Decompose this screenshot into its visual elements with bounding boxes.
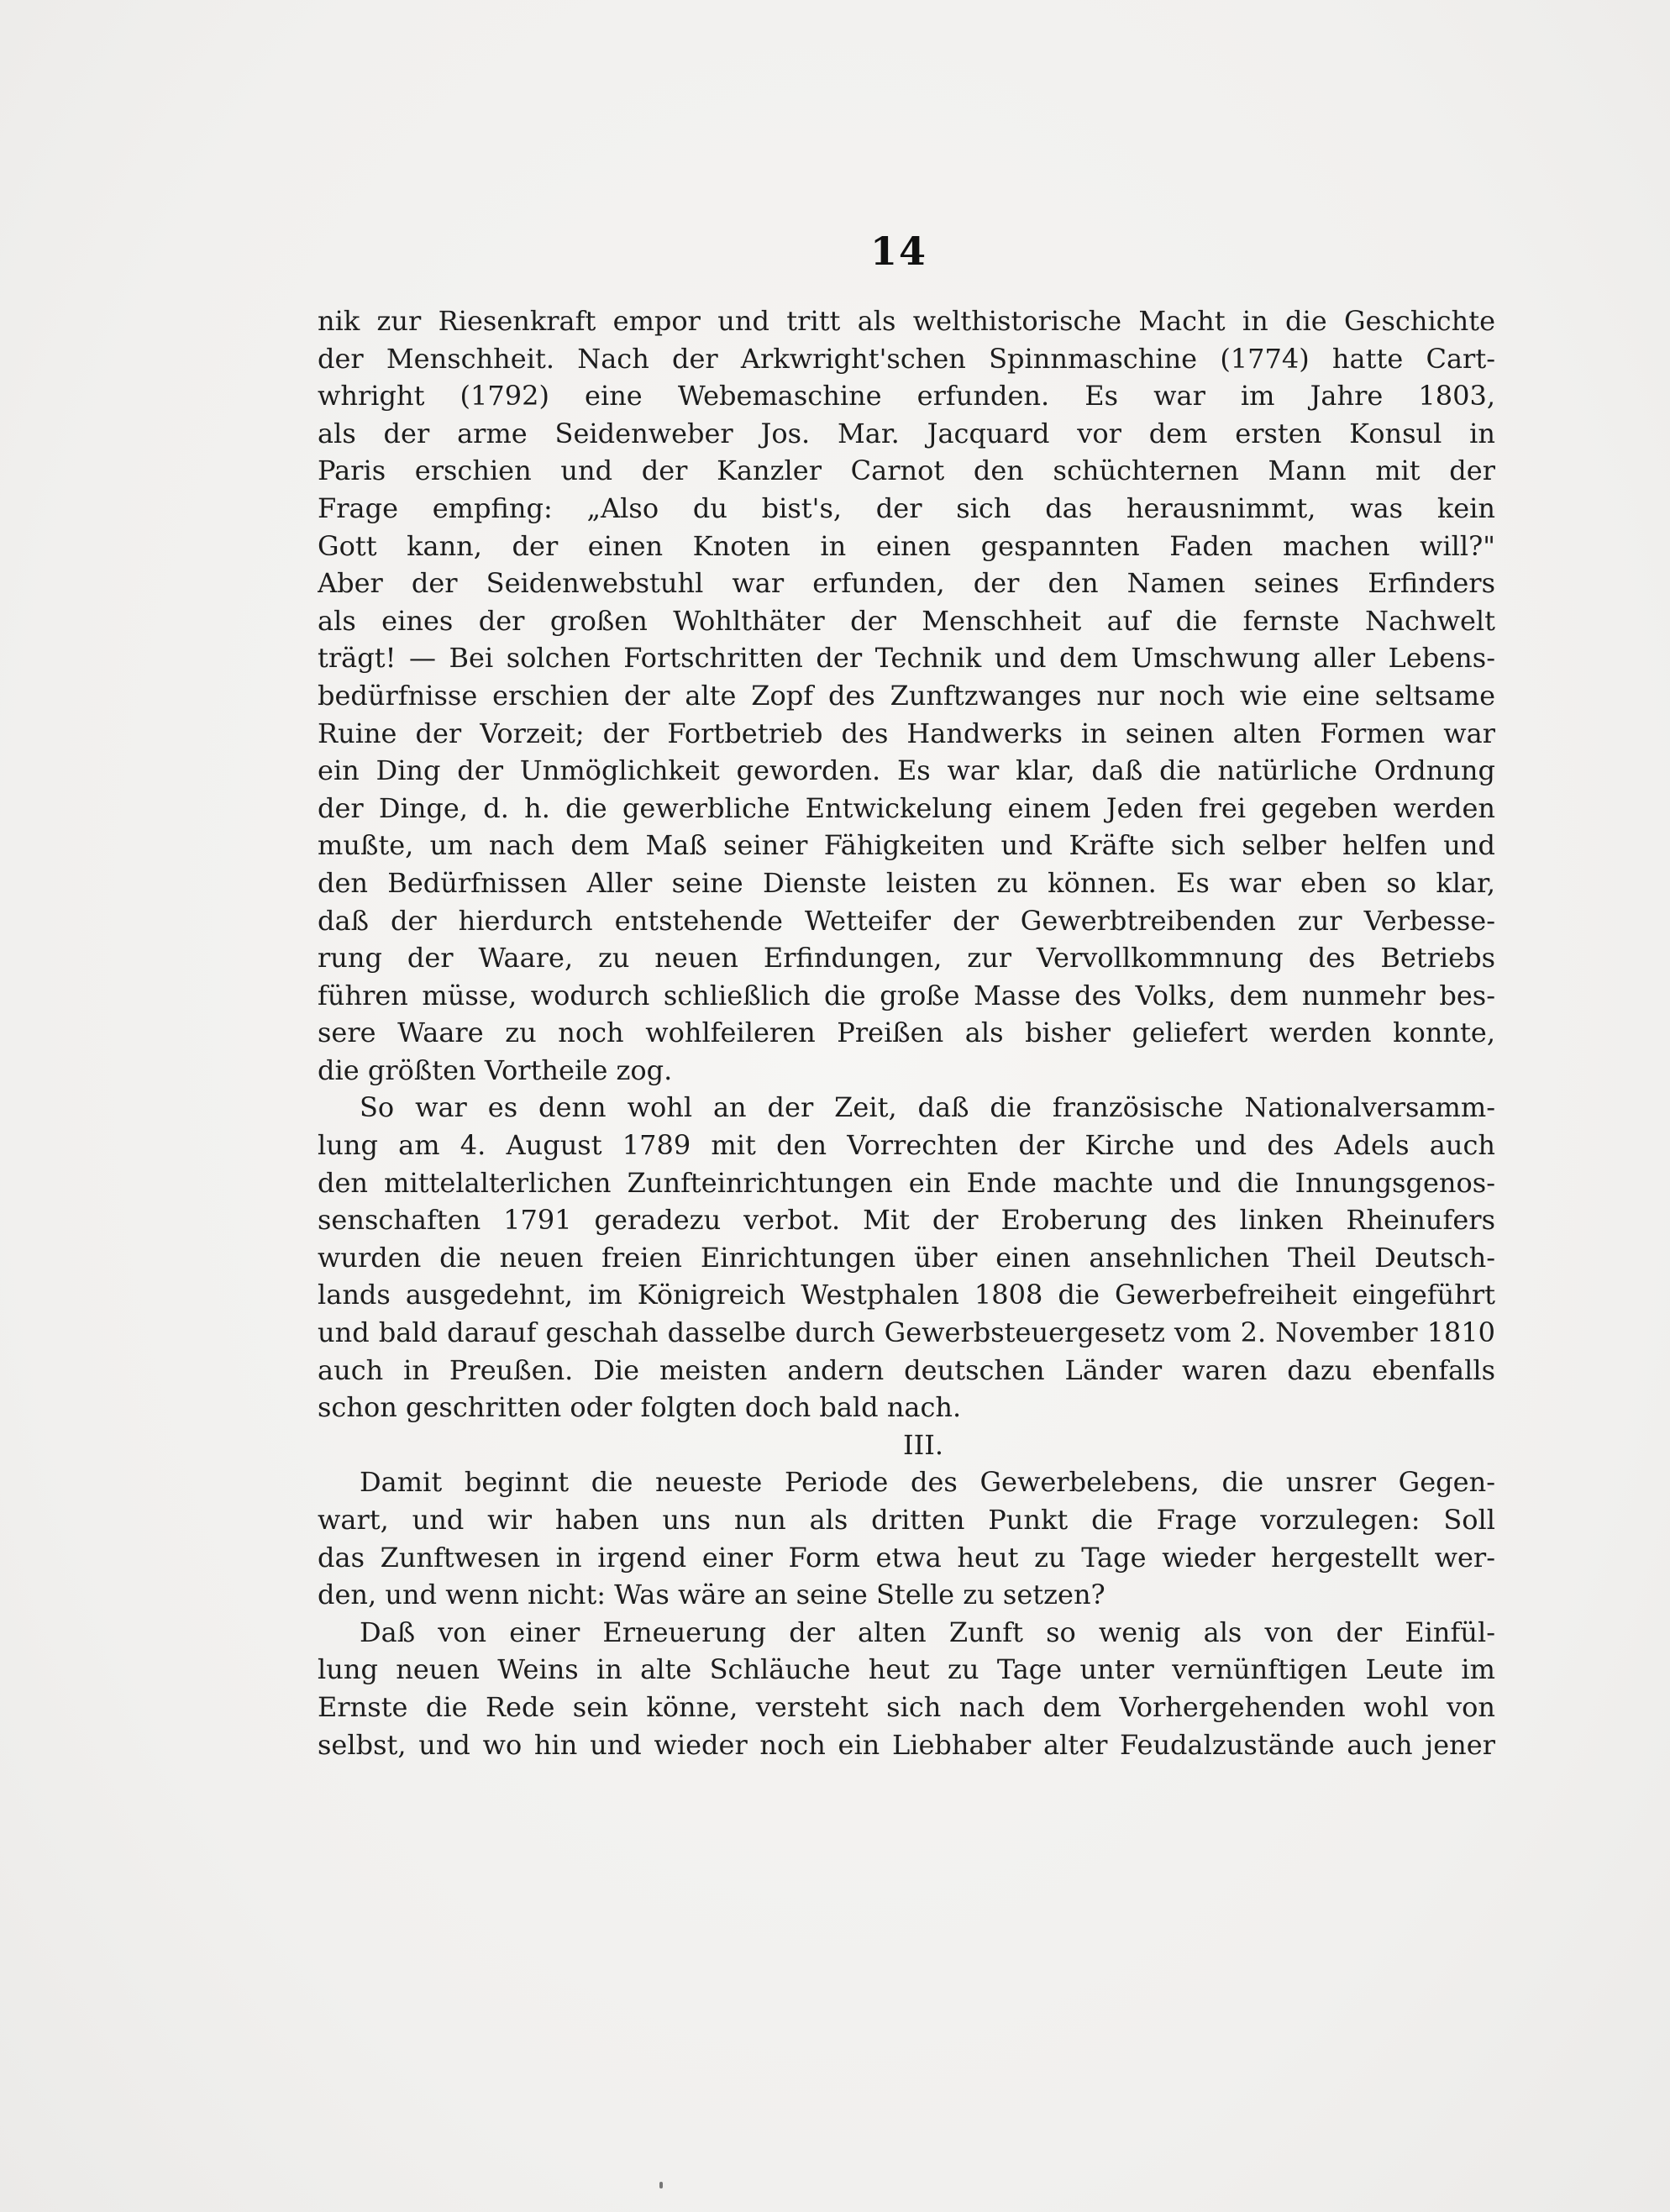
paragraph-1 xyxy=(318,302,1495,1089)
text-line: als der arme Seidenweber Jos. Mar. Jacquard vor dem ersten Konsul in xyxy=(318,417,1495,449)
section-heading: III. xyxy=(902,1428,944,1461)
text-line: führen müsse, wodurch schließlich die große Masse des Volks, dem nunmehr bes- xyxy=(318,979,1495,1011)
body-text xyxy=(318,302,1495,1763)
text-line: Paris erschien und der Kanzler Carnot den schüchternen Mann mit der xyxy=(318,454,1495,487)
text-line: lung am 4. August 1789 mit den Vorrechten der Kirche und des Adels auch xyxy=(318,1129,1495,1162)
text-line: ein Ding der Unmöglichkeit geworden. Es war klar, daß die natürliche Ordnung xyxy=(318,754,1495,787)
text-line: Ernste die Rede sein könne, versteht sich nach dem Vorhergehenden wohl von xyxy=(318,1690,1495,1723)
text-line: selbst, und wo hin und wieder noch ein Liebhaber alter Feudalzustände auch jener xyxy=(318,1728,1495,1761)
text-line: wart, und wir haben uns nun als dritten Punkt die Frage vorzulegen: Soll xyxy=(318,1504,1495,1536)
text-line: die größten Vortheile zog. xyxy=(318,1053,673,1086)
paragraph-2 xyxy=(318,1089,1495,1426)
text-line: der Menschheit. Nach der Arkwright'schen Spinnmaschine (1774) hatte Cart- xyxy=(318,342,1495,375)
text-line: Daß von einer Erneuerung der alten Zunft so wenig als von der Einfül- xyxy=(360,1616,1495,1648)
text-line: der Dinge, d. h. die gewerbliche Entwickelung einem Jeden frei gegeben werden xyxy=(318,791,1495,824)
text-line: rung der Waare, zu neuen Erfindungen, zur Vervollkommnung des Betriebs xyxy=(318,942,1495,975)
paragraph-3 xyxy=(318,1463,1495,1613)
text-line: wurden die neuen freien Einrichtungen über einen ansehnlichen Theil Deutsch- xyxy=(318,1241,1495,1274)
text-line: Frage empfing: „Also du bist's, der sich das herausnimmt, was kein xyxy=(318,491,1495,524)
text-line: trägt! — Bei solchen Fortschritten der Technik und dem Umschwung aller Lebens- xyxy=(318,642,1495,675)
text-line: auch in Preußen. Die meisten andern deutschen Länder waren dazu ebenfalls xyxy=(318,1353,1495,1386)
text-line: senschaften 1791 geradezu verbot. Mit der Eroberung des linken Rheinufers xyxy=(318,1204,1495,1237)
text-line: und bald darauf geschah dasselbe durch Gewerbsteuergesetz vom 2. November 1810 xyxy=(318,1316,1495,1349)
text-line: den Bedürfnissen Aller seine Dienste leisten zu können. Es war eben so klar, xyxy=(318,866,1495,899)
text-line: nik zur Riesenkraft empor und tritt als welthistorische Macht in die Geschichte xyxy=(318,305,1495,337)
text-line: das Zunftwesen in irgend einer Form etwa heut zu Tage wieder hergestellt wer- xyxy=(318,1541,1495,1574)
text-line: So war es denn wohl an der Zeit, daß die französische Nationalversamm- xyxy=(360,1091,1495,1124)
text-line: den mittelalterlichen Zunfteinrichtungen ein Ende machte und die Innungsgenos- xyxy=(318,1166,1495,1199)
text-line: Ruine der Vorzeit; der Fortbetrieb des Handwerks in seinen alten Formen war xyxy=(318,717,1495,749)
text-line: sere Waare zu noch wohlfeileren Preißen als bisher geliefert werden konnte, xyxy=(318,1017,1495,1049)
page-number: 14 xyxy=(869,229,927,274)
text-line: den, und wenn nicht: Was wäre an seine Stelle zu setzen? xyxy=(318,1579,1105,1611)
text-line: whright (1792) eine Webemaschine erfunden. Es war im Jahre 1803, xyxy=(318,380,1495,412)
text-line: schon geschritten oder folgten doch bald nach. xyxy=(318,1391,962,1424)
text-line: lands ausgedehnt, im Königreich Westphalen 1808 die Gewerbefreiheit eingeführt xyxy=(318,1279,1495,1311)
text-line: daß der hierdurch entstehende Wetteifer der Gewerbtreibenden zur Verbesse- xyxy=(318,904,1495,937)
text-line: Damit beginnt die neueste Periode des Gewerbelebens, die unsrer Gegen- xyxy=(360,1466,1495,1499)
text-line: Aber der Seidenwebstuhl war erfunden, der den Namen seines Erfinders xyxy=(318,567,1495,600)
text-line: mußte, um nach dem Maß seiner Fähigkeiten und Kräfte sich selber helfen und xyxy=(318,829,1495,862)
text-line: bedürfnisse erschien der alte Zopf des Zunftzwanges nur noch wie eine seltsame xyxy=(318,679,1495,712)
paragraph-4 xyxy=(318,1614,1495,1763)
text-line: lung neuen Weins in alte Schläuche heut zu Tage unter vernünftigen Leute im xyxy=(318,1653,1495,1686)
text-line: als eines der großen Wohlthäter der Menschheit auf die fernste Nachwelt xyxy=(318,604,1495,637)
text-line: Gott kann, der einen Knoten in einen gespannten Faden machen will?" xyxy=(318,529,1495,562)
scan-speck xyxy=(659,2182,663,2188)
